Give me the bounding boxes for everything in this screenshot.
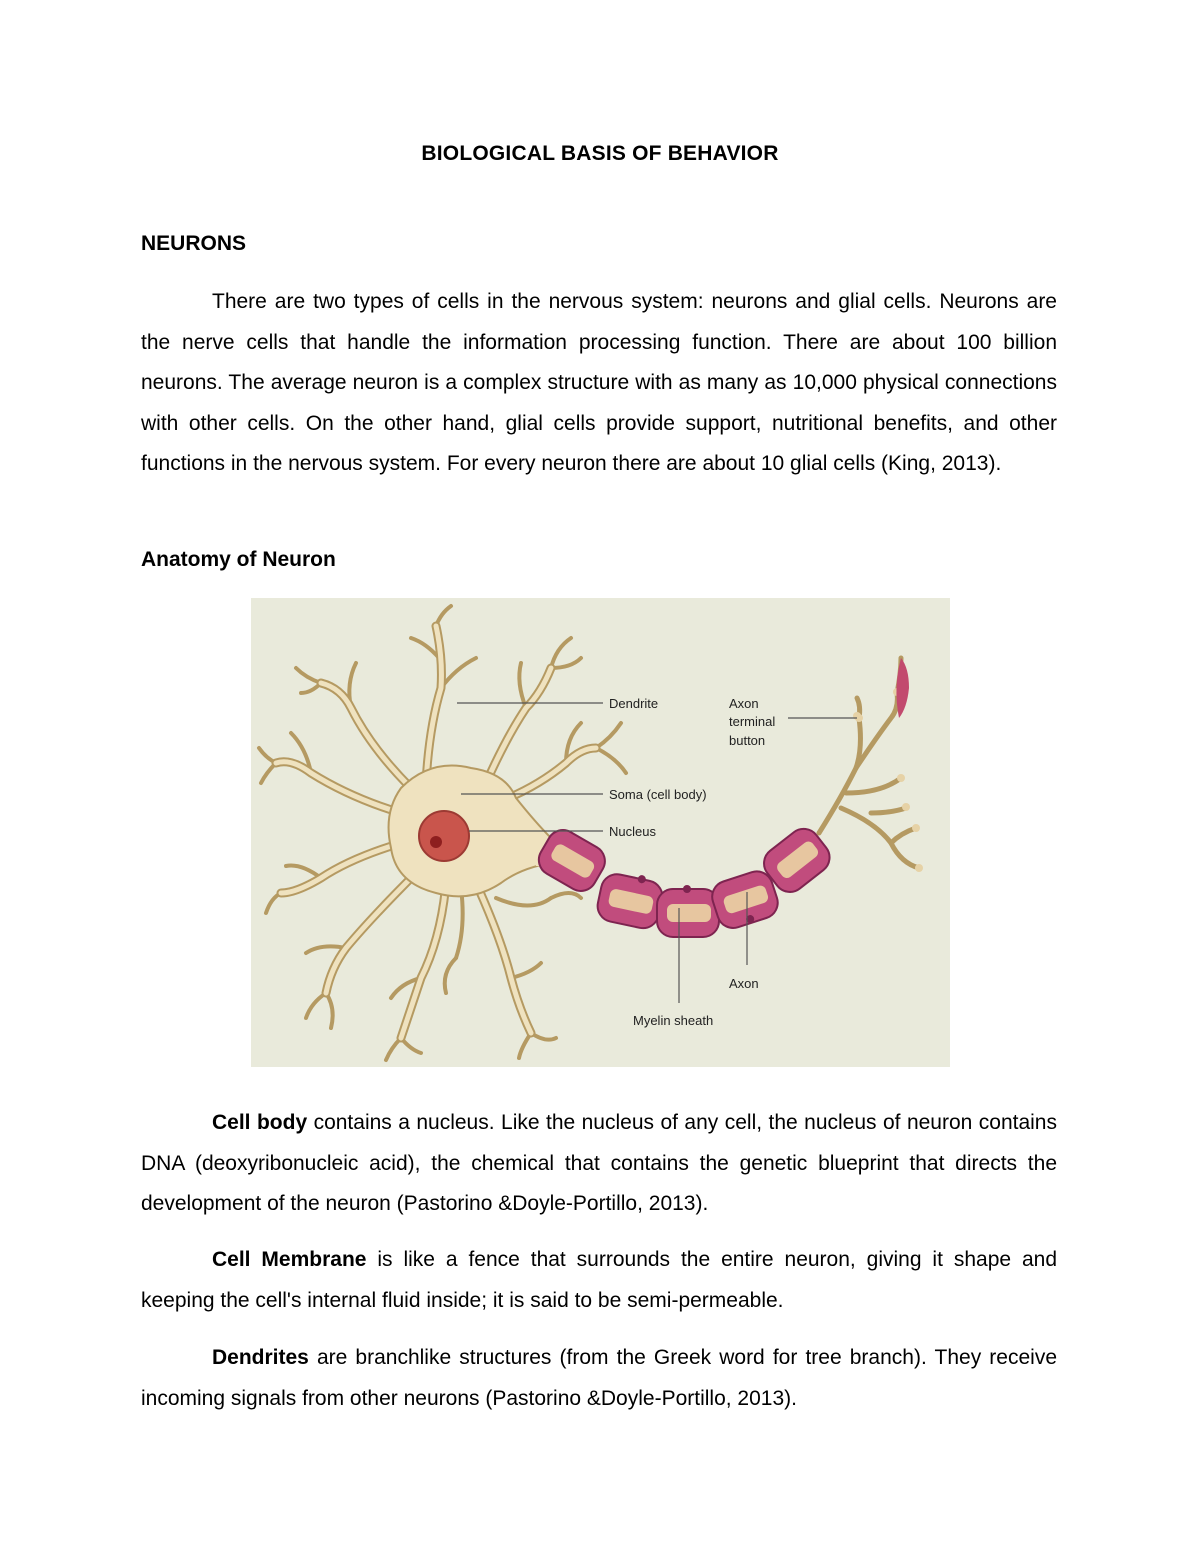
definition-text: contains a nucleus. Like the nucleus of any cell, the nucleus of neuron contains DNA (deoxyribonucleic acid), the chemical that contains the genetic blueprint that directs the development of the neuron (Pastorino &Doyle-Portillo, 2013). xyxy=(141,1111,1057,1215)
subheading: Anatomy of Neuron xyxy=(141,548,336,571)
label-soma: Soma (cell body) xyxy=(609,787,707,802)
neuron-figure xyxy=(251,598,950,1067)
label-axon: Axon xyxy=(729,976,759,991)
term-cell-body: Cell body xyxy=(212,1111,308,1134)
definition-text: is like a fence that surrounds the entire neuron, giving it shape and keeping the cell's internal fluid inside; it is said to be semi-permeable. xyxy=(141,1248,1057,1312)
nucleus-shape xyxy=(419,811,469,861)
label-nucleus: Nucleus xyxy=(609,824,656,839)
intro-paragraph-text: There are two types of cells in the nervous system: neurons and glial cells. Neurons are the nerve cells that handle the information processing function. There are about 100 billion neurons. The average neuron is a complex structure with as many as 10,000 physical connections with other cells. On the other hand, glial cells provide support, nutritional benefits, and other functions in the nervous system. For every neuron there are about 10 glial cells (King, 2013). xyxy=(141,290,1057,475)
neuron-diagram xyxy=(251,598,950,1067)
intro-paragraph xyxy=(141,282,1057,485)
document-title: BIOLOGICAL BASIS OF BEHAVIOR xyxy=(421,142,779,165)
term-dendrites: Dendrites xyxy=(212,1346,309,1369)
definition-cell-body xyxy=(141,1103,1057,1225)
label-myelin-sheath: Myelin sheath xyxy=(633,1013,714,1028)
label-axon-terminal-line3: button xyxy=(729,733,766,748)
definition-text: are branchlike structures (from the Greek word for tree branch). They receive incoming signals from other neurons (Pastorino &Doyle-Portillo, 2013). xyxy=(141,1346,1057,1410)
term-cell-membrane: Cell Membrane xyxy=(212,1248,367,1271)
definition-dendrites xyxy=(141,1338,1057,1419)
section-heading: NEURONS xyxy=(141,232,247,255)
definition-cell-membrane xyxy=(141,1240,1057,1321)
label-axon-terminal-line1: Axon xyxy=(729,696,759,711)
label-axon-terminal-line2: terminal xyxy=(729,714,776,729)
label-dendrite: Dendrite xyxy=(609,696,659,711)
